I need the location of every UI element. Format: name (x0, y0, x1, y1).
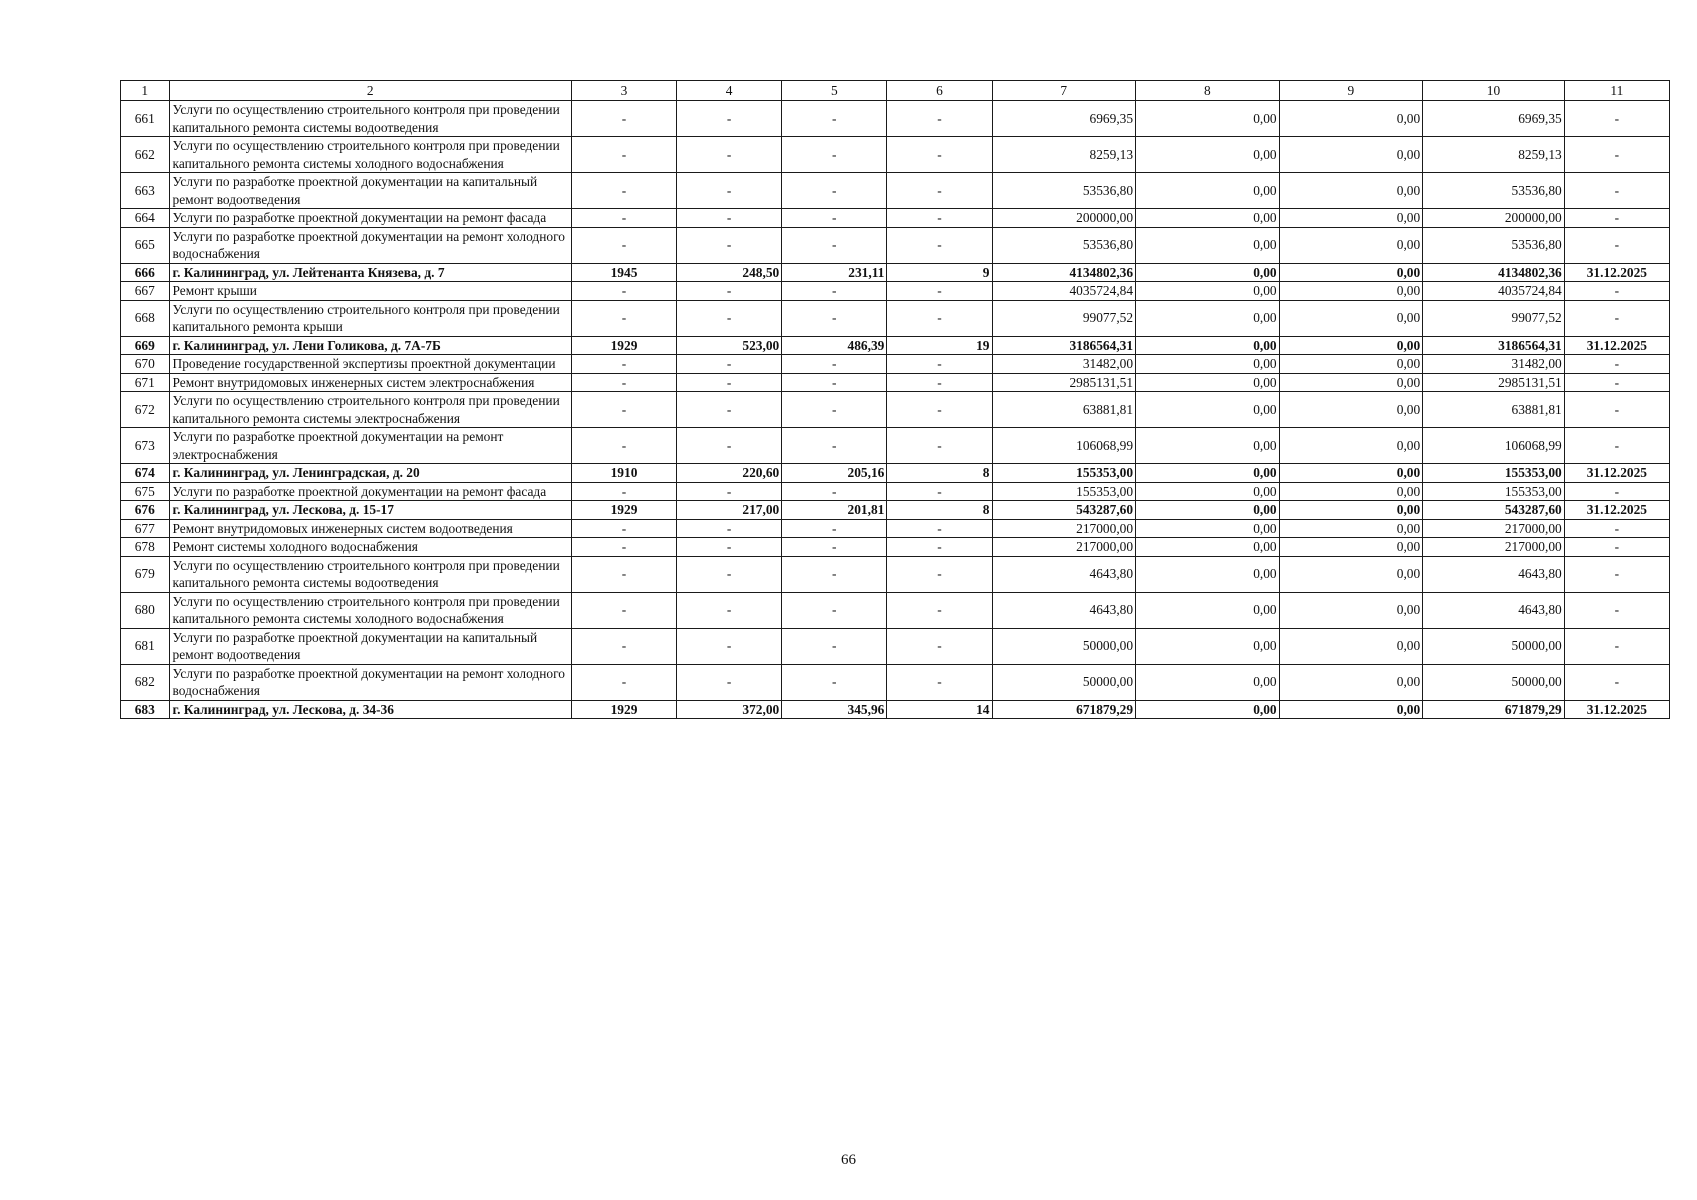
col4-cell: - (677, 538, 782, 557)
column-header-3: 3 (571, 81, 676, 101)
column-header-11: 11 (1564, 81, 1669, 101)
year-cell: - (571, 592, 676, 628)
col7-amount: 4134802,36 (992, 263, 1136, 282)
header-row (121, 81, 1670, 101)
col5-cell: - (782, 556, 887, 592)
col10-amount: 6969,35 (1423, 101, 1565, 137)
deadline-cell: - (1564, 209, 1669, 228)
row-number: 674 (121, 464, 170, 483)
deadline-cell: 31.12.2025 (1564, 336, 1669, 355)
row-number: 670 (121, 355, 170, 374)
col8-amount: 0,00 (1136, 392, 1280, 428)
col10-amount: 106068,99 (1423, 428, 1565, 464)
row-number: 678 (121, 538, 170, 557)
col10-amount: 4643,80 (1423, 556, 1565, 592)
col7-amount: 543287,60 (992, 501, 1136, 520)
col10-amount: 200000,00 (1423, 209, 1565, 228)
year-cell: - (571, 209, 676, 228)
year-cell: - (571, 173, 676, 209)
col8-amount: 0,00 (1136, 282, 1280, 301)
col6-cell: - (887, 227, 992, 263)
col10-amount: 2985131,51 (1423, 373, 1565, 392)
work-description: Ремонт внутридомовых инженерных систем водоотведения (169, 519, 571, 538)
year-cell: - (571, 556, 676, 592)
col4-cell: 523,00 (677, 336, 782, 355)
deadline-cell: - (1564, 392, 1669, 428)
deadline-cell: 31.12.2025 (1564, 700, 1669, 719)
col5-cell: - (782, 173, 887, 209)
col6-cell: - (887, 664, 992, 700)
row-number: 664 (121, 209, 170, 228)
col10-amount: 8259,13 (1423, 137, 1565, 173)
col8-amount: 0,00 (1136, 519, 1280, 538)
table-row (121, 538, 1670, 557)
deadline-cell: - (1564, 227, 1669, 263)
col9-amount: 0,00 (1279, 101, 1423, 137)
col9-amount: 0,00 (1279, 482, 1423, 501)
deadline-cell: 31.12.2025 (1564, 464, 1669, 483)
column-header-9: 9 (1279, 81, 1423, 101)
col8-amount: 0,00 (1136, 209, 1280, 228)
row-number: 665 (121, 227, 170, 263)
col4-cell: - (677, 592, 782, 628)
year-cell: - (571, 300, 676, 336)
col6-cell: - (887, 209, 992, 228)
year-cell: - (571, 664, 676, 700)
col7-amount: 99077,52 (992, 300, 1136, 336)
col5-cell: - (782, 482, 887, 501)
year-cell: - (571, 137, 676, 173)
col10-amount: 217000,00 (1423, 538, 1565, 557)
col7-amount: 200000,00 (992, 209, 1136, 228)
col7-amount: 2985131,51 (992, 373, 1136, 392)
table-row (121, 336, 1670, 355)
work-description: Услуги по разработке проектной документации на капитальный ремонт водоотведения (169, 628, 571, 664)
deadline-cell: - (1564, 519, 1669, 538)
col10-amount: 3186564,31 (1423, 336, 1565, 355)
work-description: г. Калининград, ул. Лескова, д. 34-36 (169, 700, 571, 719)
deadline-cell: - (1564, 300, 1669, 336)
col5-cell: - (782, 392, 887, 428)
deadline-cell: - (1564, 664, 1669, 700)
col9-amount: 0,00 (1279, 355, 1423, 374)
col8-amount: 0,00 (1136, 227, 1280, 263)
col6-cell: - (887, 282, 992, 301)
col9-amount: 0,00 (1279, 428, 1423, 464)
col7-amount: 4035724,84 (992, 282, 1136, 301)
year-cell: - (571, 373, 676, 392)
col4-cell: - (677, 664, 782, 700)
col6-cell: - (887, 519, 992, 538)
table-row (121, 373, 1670, 392)
col4-cell: - (677, 209, 782, 228)
col9-amount: 0,00 (1279, 538, 1423, 557)
col8-amount: 0,00 (1136, 482, 1280, 501)
col9-amount: 0,00 (1279, 209, 1423, 228)
col6-cell: 8 (887, 501, 992, 520)
col8-amount: 0,00 (1136, 373, 1280, 392)
table-row (121, 556, 1670, 592)
table-row (121, 392, 1670, 428)
col6-cell: - (887, 137, 992, 173)
col8-amount: 0,00 (1136, 538, 1280, 557)
year-cell: - (571, 428, 676, 464)
col6-cell: - (887, 300, 992, 336)
col10-amount: 4035724,84 (1423, 282, 1565, 301)
col4-cell: - (677, 428, 782, 464)
row-number: 676 (121, 501, 170, 520)
table-row (121, 664, 1670, 700)
column-header-10: 10 (1423, 81, 1565, 101)
col8-amount: 0,00 (1136, 592, 1280, 628)
col5-cell: - (782, 355, 887, 374)
col5-cell: 486,39 (782, 336, 887, 355)
col4-cell: - (677, 373, 782, 392)
deadline-cell: - (1564, 137, 1669, 173)
col7-amount: 671879,29 (992, 700, 1136, 719)
col6-cell: - (887, 592, 992, 628)
deadline-cell: - (1564, 282, 1669, 301)
col5-cell: - (782, 209, 887, 228)
col9-amount: 0,00 (1279, 556, 1423, 592)
col9-amount: 0,00 (1279, 282, 1423, 301)
col4-cell: - (677, 282, 782, 301)
col8-amount: 0,00 (1136, 700, 1280, 719)
col4-cell: - (677, 227, 782, 263)
year-cell: 1929 (571, 700, 676, 719)
col7-amount: 3186564,31 (992, 336, 1136, 355)
col6-cell: 19 (887, 336, 992, 355)
col8-amount: 0,00 (1136, 173, 1280, 209)
work-description: Услуги по разработке проектной документации на ремонт электроснабжения (169, 428, 571, 464)
table-row (121, 173, 1670, 209)
col9-amount: 0,00 (1279, 700, 1423, 719)
col6-cell: - (887, 628, 992, 664)
work-description: Услуги по осуществлению строительного контроля при проведении капитального ремонта системы холодного водоснабжения (169, 592, 571, 628)
row-number: 663 (121, 173, 170, 209)
work-description: Услуги по разработке проектной документации на ремонт холодного водоснабжения (169, 664, 571, 700)
col7-amount: 50000,00 (992, 628, 1136, 664)
col4-cell: - (677, 355, 782, 374)
row-number: 679 (121, 556, 170, 592)
col9-amount: 0,00 (1279, 300, 1423, 336)
table-row (121, 519, 1670, 538)
col7-amount: 106068,99 (992, 428, 1136, 464)
table-row (121, 227, 1670, 263)
col4-cell: - (677, 482, 782, 501)
col6-cell: - (887, 373, 992, 392)
col8-amount: 0,00 (1136, 428, 1280, 464)
work-description: Услуги по разработке проектной документации на капитальный ремонт водоотведения (169, 173, 571, 209)
column-header-7: 7 (992, 81, 1136, 101)
col4-cell: 248,50 (677, 263, 782, 282)
col8-amount: 0,00 (1136, 464, 1280, 483)
col5-cell: 205,16 (782, 464, 887, 483)
table-row (121, 355, 1670, 374)
year-cell: - (571, 392, 676, 428)
work-description: Услуги по осуществлению строительного контроля при проведении капитального ремонта системы водоотведения (169, 556, 571, 592)
row-number: 675 (121, 482, 170, 501)
deadline-cell: - (1564, 173, 1669, 209)
deadline-cell: 31.12.2025 (1564, 501, 1669, 520)
col9-amount: 0,00 (1279, 501, 1423, 520)
table-header (121, 81, 1670, 101)
col10-amount: 53536,80 (1423, 227, 1565, 263)
col6-cell: - (887, 482, 992, 501)
row-number: 661 (121, 101, 170, 137)
col4-cell: - (677, 101, 782, 137)
row-number: 672 (121, 392, 170, 428)
work-description: Услуги по разработке проектной документации на ремонт холодного водоснабжения (169, 227, 571, 263)
col5-cell: - (782, 101, 887, 137)
deadline-cell: - (1564, 101, 1669, 137)
col8-amount: 0,00 (1136, 263, 1280, 282)
row-number: 683 (121, 700, 170, 719)
year-cell: 1929 (571, 501, 676, 520)
deadline-cell: - (1564, 373, 1669, 392)
column-header-8: 8 (1136, 81, 1280, 101)
deadline-cell: - (1564, 538, 1669, 557)
year-cell: 1910 (571, 464, 676, 483)
col5-cell: - (782, 300, 887, 336)
col6-cell: - (887, 556, 992, 592)
work-description: Ремонт системы холодного водоснабжения (169, 538, 571, 557)
col10-amount: 99077,52 (1423, 300, 1565, 336)
col9-amount: 0,00 (1279, 519, 1423, 538)
table-row (121, 428, 1670, 464)
col5-cell: - (782, 137, 887, 173)
column-header-2: 2 (169, 81, 571, 101)
deadline-cell: 31.12.2025 (1564, 263, 1669, 282)
col7-amount: 4643,80 (992, 556, 1136, 592)
col4-cell: - (677, 519, 782, 538)
col9-amount: 0,00 (1279, 173, 1423, 209)
table-row (121, 628, 1670, 664)
col8-amount: 0,00 (1136, 336, 1280, 355)
table-row (121, 137, 1670, 173)
col7-amount: 8259,13 (992, 137, 1136, 173)
work-description: Проведение государственной экспертизы проектной документации (169, 355, 571, 374)
deadline-cell: - (1564, 556, 1669, 592)
col6-cell: 9 (887, 263, 992, 282)
row-number: 662 (121, 137, 170, 173)
year-cell: - (571, 227, 676, 263)
col5-cell: - (782, 592, 887, 628)
col5-cell: - (782, 519, 887, 538)
col8-amount: 0,00 (1136, 101, 1280, 137)
work-description: Услуги по осуществлению строительного контроля при проведении капитального ремонта системы электроснабжения (169, 392, 571, 428)
col4-cell: - (677, 137, 782, 173)
work-description: г. Калининград, ул. Лескова, д. 15-17 (169, 501, 571, 520)
deadline-cell: - (1564, 592, 1669, 628)
col8-amount: 0,00 (1136, 556, 1280, 592)
col9-amount: 0,00 (1279, 628, 1423, 664)
col7-amount: 31482,00 (992, 355, 1136, 374)
col6-cell: - (887, 392, 992, 428)
page-number: 66 (841, 1152, 856, 1168)
col4-cell: - (677, 300, 782, 336)
col6-cell: 14 (887, 700, 992, 719)
work-description: Ремонт внутридомовых инженерных систем электроснабжения (169, 373, 571, 392)
col7-amount: 217000,00 (992, 538, 1136, 557)
year-cell: 1929 (571, 336, 676, 355)
column-header-6: 6 (887, 81, 992, 101)
col8-amount: 0,00 (1136, 300, 1280, 336)
deadline-cell: - (1564, 628, 1669, 664)
table-row (121, 464, 1670, 483)
table-row (121, 700, 1670, 719)
work-description: Услуги по осуществлению строительного контроля при проведении капитального ремонта крыши (169, 300, 571, 336)
work-description: Услуги по разработке проектной документации на ремонт фасада (169, 482, 571, 501)
col9-amount: 0,00 (1279, 263, 1423, 282)
column-header-4: 4 (677, 81, 782, 101)
year-cell: - (571, 282, 676, 301)
col9-amount: 0,00 (1279, 464, 1423, 483)
col6-cell: - (887, 355, 992, 374)
col8-amount: 0,00 (1136, 628, 1280, 664)
col4-cell: 217,00 (677, 501, 782, 520)
year-cell: - (571, 355, 676, 374)
col7-amount: 53536,80 (992, 173, 1136, 209)
col4-cell: 220,60 (677, 464, 782, 483)
col8-amount: 0,00 (1136, 501, 1280, 520)
row-number: 667 (121, 282, 170, 301)
row-number: 669 (121, 336, 170, 355)
col10-amount: 217000,00 (1423, 519, 1565, 538)
col9-amount: 0,00 (1279, 592, 1423, 628)
table-row (121, 101, 1670, 137)
col10-amount: 155353,00 (1423, 464, 1565, 483)
year-cell: - (571, 101, 676, 137)
row-number: 677 (121, 519, 170, 538)
row-number: 673 (121, 428, 170, 464)
work-description: г. Калининград, ул. Ленинградская, д. 20 (169, 464, 571, 483)
col7-amount: 50000,00 (992, 664, 1136, 700)
year-cell: - (571, 482, 676, 501)
col10-amount: 53536,80 (1423, 173, 1565, 209)
col5-cell: - (782, 428, 887, 464)
row-number: 681 (121, 628, 170, 664)
col7-amount: 155353,00 (992, 464, 1136, 483)
col5-cell: - (782, 282, 887, 301)
col7-amount: 155353,00 (992, 482, 1136, 501)
col10-amount: 4643,80 (1423, 592, 1565, 628)
col10-amount: 155353,00 (1423, 482, 1565, 501)
col9-amount: 0,00 (1279, 373, 1423, 392)
table-row (121, 263, 1670, 282)
col8-amount: 0,00 (1136, 664, 1280, 700)
col6-cell: - (887, 173, 992, 209)
col8-amount: 0,00 (1136, 137, 1280, 173)
col7-amount: 217000,00 (992, 519, 1136, 538)
data-table (120, 80, 1670, 719)
col7-amount: 4643,80 (992, 592, 1136, 628)
col5-cell: - (782, 628, 887, 664)
table-row (121, 300, 1670, 336)
col6-cell: - (887, 428, 992, 464)
work-description: Услуги по разработке проектной документации на ремонт фасада (169, 209, 571, 228)
table-body (121, 101, 1670, 719)
col7-amount: 53536,80 (992, 227, 1136, 263)
col4-cell: 372,00 (677, 700, 782, 719)
work-description: Услуги по осуществлению строительного контроля при проведении капитального ремонта системы холодного водоснабжения (169, 137, 571, 173)
table-row (121, 501, 1670, 520)
table-row (121, 282, 1670, 301)
table-row (121, 209, 1670, 228)
col4-cell: - (677, 173, 782, 209)
year-cell: 1945 (571, 263, 676, 282)
col10-amount: 50000,00 (1423, 664, 1565, 700)
year-cell: - (571, 628, 676, 664)
row-number: 682 (121, 664, 170, 700)
col10-amount: 4134802,36 (1423, 263, 1565, 282)
work-description: Ремонт крыши (169, 282, 571, 301)
col7-amount: 6969,35 (992, 101, 1136, 137)
col9-amount: 0,00 (1279, 664, 1423, 700)
year-cell: - (571, 538, 676, 557)
work-description: г. Калининград, ул. Лейтенанта Князева, д. 7 (169, 263, 571, 282)
column-header-5: 5 (782, 81, 887, 101)
col8-amount: 0,00 (1136, 355, 1280, 374)
work-description: г. Калининград, ул. Лени Голикова, д. 7А-7Б (169, 336, 571, 355)
col5-cell: - (782, 227, 887, 263)
col5-cell: 201,81 (782, 501, 887, 520)
col5-cell: 231,11 (782, 263, 887, 282)
row-number: 668 (121, 300, 170, 336)
table-row (121, 482, 1670, 501)
col4-cell: - (677, 556, 782, 592)
row-number: 680 (121, 592, 170, 628)
row-number: 671 (121, 373, 170, 392)
col5-cell: - (782, 373, 887, 392)
work-description: Услуги по осуществлению строительного контроля при проведении капитального ремонта системы водоотведения (169, 101, 571, 137)
col10-amount: 543287,60 (1423, 501, 1565, 520)
col5-cell: - (782, 538, 887, 557)
deadline-cell: - (1564, 428, 1669, 464)
col9-amount: 0,00 (1279, 137, 1423, 173)
col5-cell: - (782, 664, 887, 700)
col4-cell: - (677, 392, 782, 428)
col5-cell: 345,96 (782, 700, 887, 719)
col9-amount: 0,00 (1279, 227, 1423, 263)
col7-amount: 63881,81 (992, 392, 1136, 428)
col6-cell: 8 (887, 464, 992, 483)
col6-cell: - (887, 101, 992, 137)
col9-amount: 0,00 (1279, 336, 1423, 355)
col6-cell: - (887, 538, 992, 557)
col10-amount: 50000,00 (1423, 628, 1565, 664)
year-cell: - (571, 519, 676, 538)
deadline-cell: - (1564, 355, 1669, 374)
table-row (121, 592, 1670, 628)
col10-amount: 671879,29 (1423, 700, 1565, 719)
column-header-1: 1 (121, 81, 170, 101)
col10-amount: 31482,00 (1423, 355, 1565, 374)
col9-amount: 0,00 (1279, 392, 1423, 428)
deadline-cell: - (1564, 482, 1669, 501)
row-number: 666 (121, 263, 170, 282)
col4-cell: - (677, 628, 782, 664)
col10-amount: 63881,81 (1423, 392, 1565, 428)
